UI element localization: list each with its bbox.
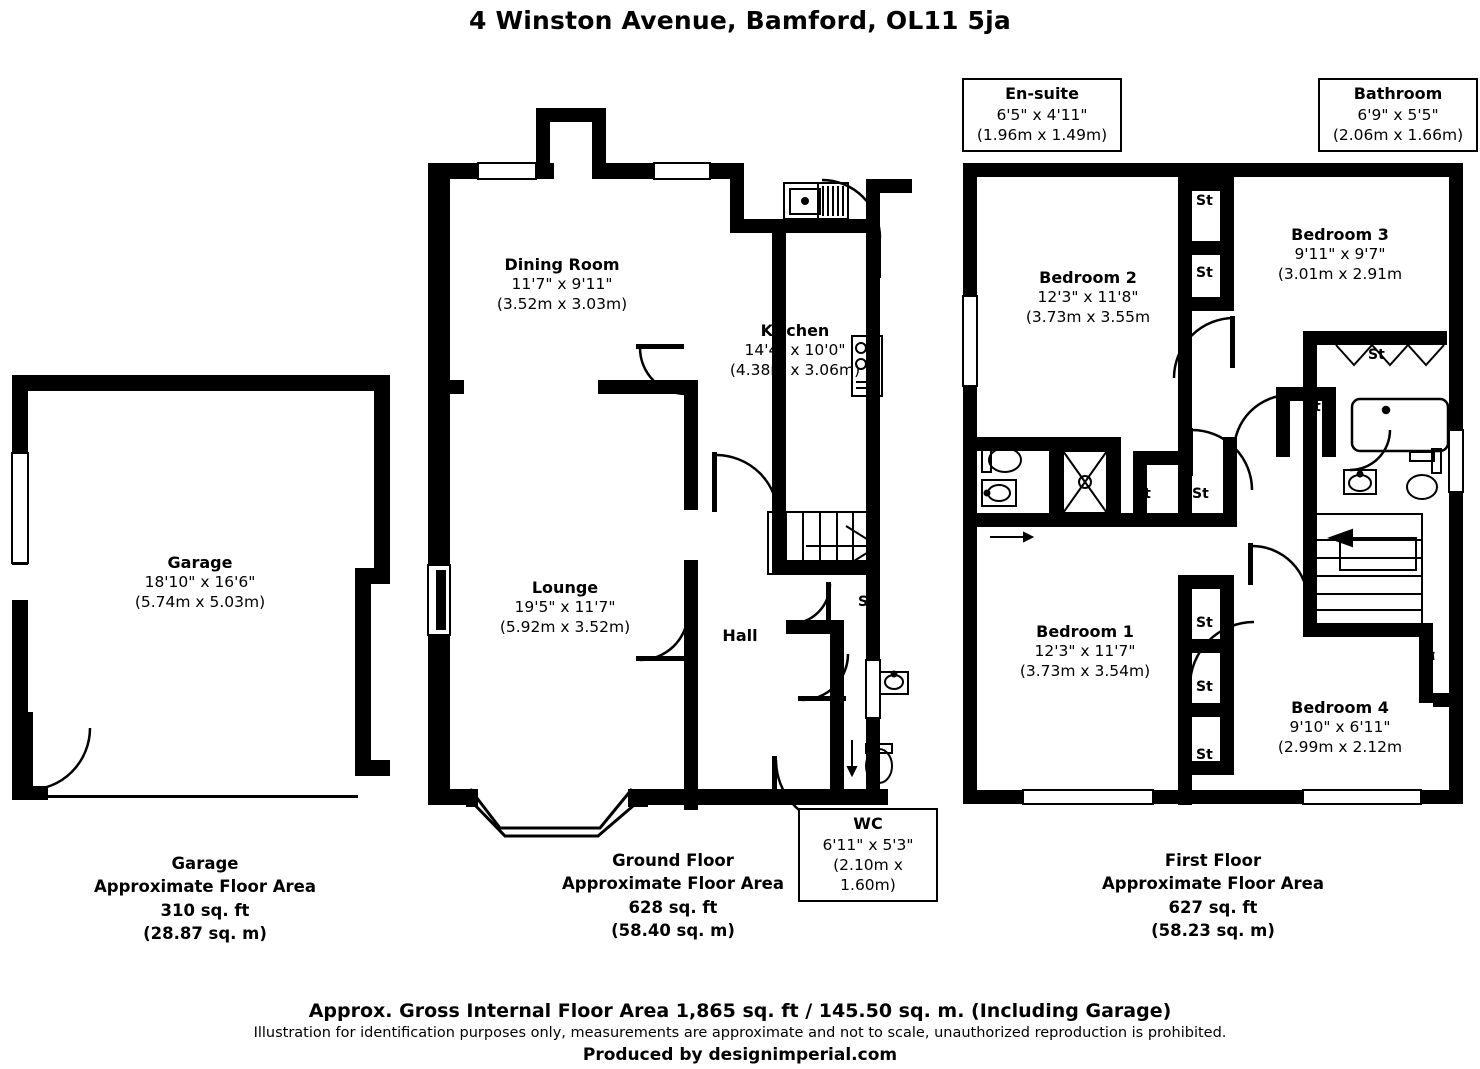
room-label-bedroom-4: Bedroom 4 9'10" x 6'11" (2.99m x 2.12m bbox=[1277, 698, 1403, 757]
storage-label-bed1-c: St bbox=[1196, 747, 1213, 763]
room-label-bedroom-1: Bedroom 1 12'3" x 11'7" (3.73m x 3.54m) bbox=[1019, 622, 1151, 681]
disclaimer-text: Illustration for identification purposes only, measurements are approximate and not to scale, unauthorized reproduction is prohibited. bbox=[253, 1025, 1227, 1041]
first-area-title: First Floor bbox=[1164, 851, 1262, 870]
room-label-ensuite: En-suite 6'5" x 4'11" (1.96m x 1.49m) bbox=[962, 78, 1122, 152]
ground-floor-plan bbox=[428, 108, 912, 836]
ground-area-title: Ground Floor bbox=[612, 851, 734, 870]
room-label-bedroom-3: Bedroom 3 9'11" x 9'7" (3.01m x 2.91m bbox=[1277, 225, 1403, 284]
producer-text: Produced by designimperial.com bbox=[582, 1045, 898, 1065]
ground-floor-area-caption bbox=[508, 849, 838, 943]
first-floor-area-caption bbox=[1048, 849, 1378, 943]
storage-label-bed2-a: St bbox=[1196, 193, 1213, 209]
room-label-lounge: Lounge 19'5" x 11'7" (5.92m x 3.52m) bbox=[499, 578, 631, 637]
room-label-garage: Garage 18'10" x 16'6" (5.74m x 5.03m) bbox=[134, 553, 266, 612]
storage-label-bed3: St bbox=[1368, 347, 1385, 363]
room-label-bathroom: Bathroom 6'9" x 5'5" (2.06m x 1.66m) bbox=[1318, 78, 1478, 152]
storage-label-ensuite-a: St bbox=[1134, 486, 1151, 502]
page-title: 4 Winston Avenue, Bamford, OL11 5ja bbox=[469, 6, 1011, 35]
room-label-bedroom-2: Bedroom 2 12'3" x 11'8" (3.73m x 3.55m bbox=[1025, 268, 1151, 327]
garage-area-caption bbox=[40, 852, 370, 946]
total-area-text: Approx. Gross Internal Floor Area 1,865 sq. ft / 145.50 sq. m. (Including Garage) bbox=[308, 1000, 1172, 1022]
storage-label-bed2-b: St bbox=[1196, 265, 1213, 281]
garage-area-subtitle: Approximate Floor Area bbox=[93, 877, 317, 897]
garage-area-title: Garage bbox=[171, 854, 239, 873]
room-label-dining-room: Dining Room 11'7" x 9'11" (3.52m x 3.03m) bbox=[496, 255, 628, 314]
ground-area-metric: (58.40 sq. m) bbox=[611, 921, 735, 941]
storage-label-bed1-b: St bbox=[1196, 679, 1213, 695]
room-label-hall: Hall bbox=[722, 626, 758, 645]
first-area-subtitle: Approximate Floor Area bbox=[1101, 874, 1325, 894]
storage-label-ensuite-b: St bbox=[1192, 486, 1209, 502]
first-area-imperial: 627 sq. ft bbox=[1168, 897, 1258, 917]
room-label-kitchen: Kitchen 14'4" x 10'0" (4.38m x 3.06m) bbox=[729, 321, 861, 380]
storage-label-bed4: St bbox=[1418, 648, 1435, 664]
storage-label-ground-hall: St bbox=[858, 594, 875, 610]
storage-label-bed1-a: St bbox=[1196, 615, 1213, 631]
room-label-wc: WC 6'11" x 5'3" (2.10m x 1.60m) bbox=[798, 808, 938, 902]
storage-label-landing-a: St bbox=[1304, 399, 1321, 415]
ground-area-subtitle: Approximate Floor Area bbox=[561, 874, 785, 894]
ground-area-imperial: 628 sq. ft bbox=[628, 897, 718, 917]
first-area-metric: (58.23 sq. m) bbox=[1151, 921, 1275, 941]
garage-area-metric: (28.87 sq. m) bbox=[143, 924, 267, 944]
garage-area-imperial: 310 sq. ft bbox=[160, 900, 250, 920]
